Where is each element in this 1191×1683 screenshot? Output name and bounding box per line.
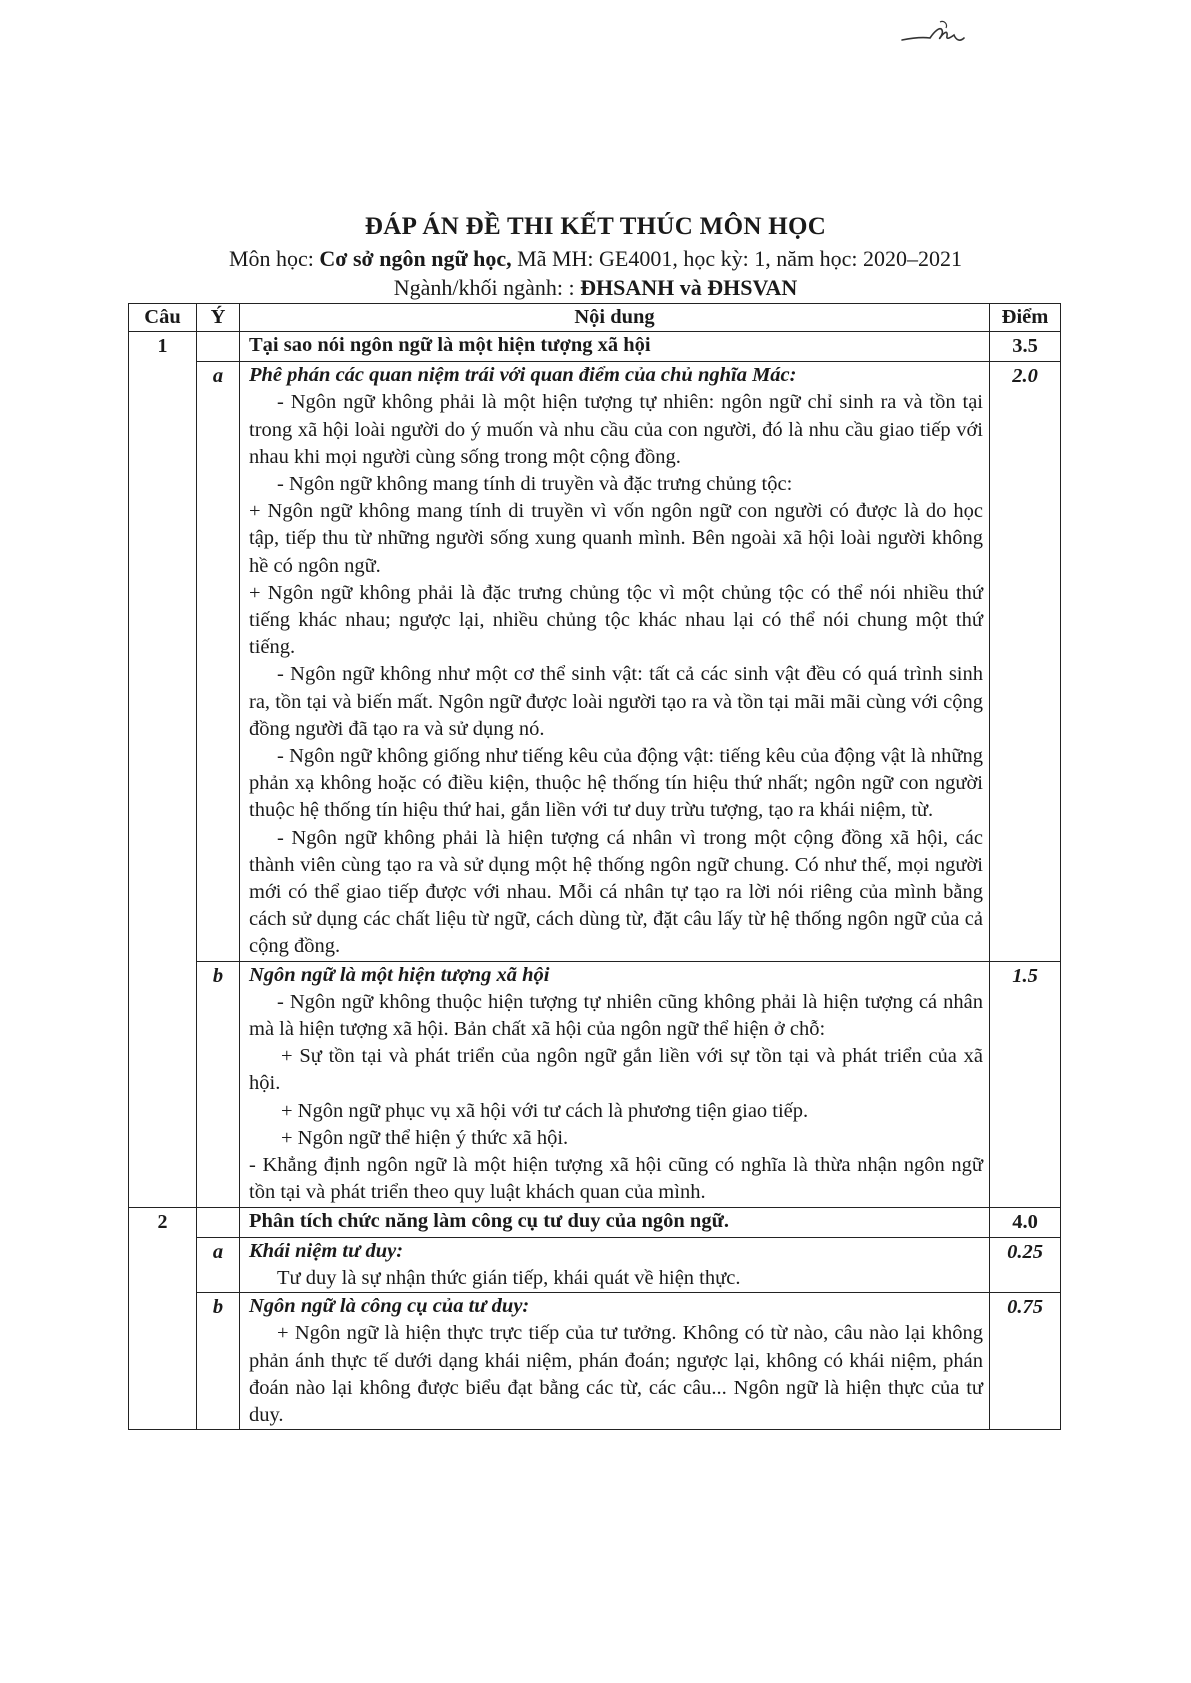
part-content — [240, 1237, 990, 1292]
major-line — [0, 273, 1191, 302]
question-points: 3.5 — [990, 332, 1061, 362]
table-row — [129, 362, 1061, 961]
question-number: 1 — [129, 332, 197, 1208]
course-name: Cơ sở ngôn ngữ học, — [319, 246, 512, 271]
table-row — [129, 1293, 1061, 1430]
part-points: 2.0 — [990, 362, 1061, 961]
paragraph: - Ngôn ngữ không phải là một hiện tượng tự nhiên: ngôn ngữ chỉ sinh ra và tồn tại trong xã hội loài người do ý muốn và nhu cầu của con người, đó là nhu cầu giao tiếp với nhau khi mọi người cùng sống trong một cộng đồng. — [249, 391, 983, 468]
header-y: Ý — [197, 304, 240, 332]
signature-mark — [900, 18, 970, 48]
table-row — [129, 1207, 1061, 1237]
course-label: Môn học: — [228, 246, 320, 271]
major-value: ĐHSANH và ĐHSVAN — [580, 275, 798, 300]
paragraph: - Ngôn ngữ không thuộc hiện tượng tự nhiên cũng không phải là hiện tượng cá nhân mà là hiện tượng xã hội. Bản chất xã hội của ngôn ngữ thể hiện ở chỗ: — [249, 990, 983, 1041]
major-label: Ngành/khối ngành: : — [393, 275, 581, 300]
part-content — [240, 961, 990, 1207]
document-title: ĐÁP ÁN ĐỀ THI KẾT THÚC MÔN HỌC — [364, 213, 827, 240]
part-title: Khái niệm tư duy: — [249, 1239, 404, 1262]
part-content — [240, 362, 990, 961]
table-row — [129, 961, 1061, 1207]
paragraph: + Ngôn ngữ thể hiện ý thức xã hội. — [281, 1126, 569, 1149]
paragraph: + Ngôn ngữ phục vụ xã hội với tư cách là phương tiện giao tiếp. — [281, 1099, 809, 1122]
paragraph: + Ngôn ngữ là hiện thực trực tiếp của tư tưởng. Không có từ nào, câu nào lại không phản ánh thực tế dưới dạng khái niệm, phán đoán; ngược lại, không có khái niệm, phán đoán nào lại không được biểu đạt bằng các từ, các câu... Ngôn ngữ là hiện thực của tư duy. — [249, 1322, 983, 1426]
paragraph: + Ngôn ngữ không phải là đặc trưng chủng tộc vì một chủng tộc có thể nói nhiều thứ tiếng khác nhau; ngược lại, nhiều chủng tộc khác nhau lại có thể nói chung một thứ tiếng. — [249, 581, 983, 659]
course-code-semester: Mã MH: GE4001, học kỳ: 1, năm học: 2020–2021 — [511, 246, 963, 271]
part-label: a — [197, 362, 240, 961]
paragraph: Tư duy là sự nhận thức gián tiếp, khái quát về hiện thực. — [277, 1266, 741, 1289]
header-noi-dung: Nội dung — [240, 304, 990, 332]
part-points: 0.75 — [990, 1293, 1061, 1430]
part-content — [240, 1293, 990, 1430]
document-header — [0, 210, 1191, 302]
paragraph: - Ngôn ngữ không mang tính di truyền và đặc trưng chủng tộc: — [277, 473, 793, 496]
part-label: a — [197, 1237, 240, 1292]
table-row — [129, 1237, 1061, 1292]
paragraph: + Sự tồn tại và phát triển của ngôn ngữ gắn liền với sự tồn tại và phát triển của xã hội. — [249, 1045, 983, 1095]
question-title: Tại sao nói ngôn ngữ là một hiện tượng xã hội — [240, 332, 990, 362]
header-cau: Câu — [129, 304, 197, 332]
part-points: 1.5 — [990, 961, 1061, 1207]
question-title: Phân tích chức năng làm công cụ tư duy của ngôn ngữ. — [240, 1207, 990, 1237]
question-number: 2 — [129, 1207, 197, 1430]
part-title: Phê phán các quan niệm trái với quan điểm của chủ nghĩa Mác: — [249, 364, 797, 387]
paragraph: + Ngôn ngữ không mang tính di truyền vì vốn ngôn ngữ con người có được là do học tập, tiếp thu từ những người sống xung quanh mình. Bên ngoài xã hội loài người không hề có ngôn ngữ. — [249, 500, 983, 577]
course-line — [0, 244, 1191, 273]
paragraph: - Ngôn ngữ không phải là hiện tượng cá nhân vì trong một cộng đồng xã hội, các thành viên cùng tạo ra và sử dụng một hệ thống ngôn ngữ chung. Có như thế, mọi người mới có thể giao tiếp được với nhau. Mỗi cá nhân tự tạo ra lời nói riêng của mình bằng cách sử dụng các chất liệu từ ngữ, cách dùng từ, đặt câu lấy từ hệ thống ngôn ngữ của cả cộng đồng. — [249, 826, 983, 958]
part-label: b — [197, 961, 240, 1207]
answer-table — [128, 303, 1061, 1430]
part-title: Ngôn ngữ là một hiện tượng xã hội — [249, 963, 550, 986]
paragraph: - Khẳng định ngôn ngữ là một hiện tượng xã hội cũng có nghĩa là thừa nhận ngôn ngữ tồn tại và phát triển theo quy luật khách quan của mình. — [249, 1154, 983, 1204]
part-points: 0.25 — [990, 1237, 1061, 1292]
paragraph: - Ngôn ngữ không giống như tiếng kêu của động vật: tiếng kêu của động vật là những phản xạ không hoặc có điều kiện, thuộc hệ thống tín hiệu thứ nhất; ngôn ngữ con người thuộc hệ thống tín hiệu thứ hai, gắn liền với tư duy trừu tượng, tạo ra khái niệm, từ. — [249, 745, 983, 822]
table-header-row — [129, 304, 1061, 332]
paragraph: - Ngôn ngữ không như một cơ thể sinh vật: tất cả các sinh vật đều có quá trình sinh ra, tồn tại và biến mất. Ngôn ngữ được loài người tạo ra và tồn tại mãi mãi cùng với cộng đồng người đã tạo ra và sử dụng nó. — [249, 663, 983, 740]
part-label: b — [197, 1293, 240, 1430]
question-points: 4.0 — [990, 1207, 1061, 1237]
part-title: Ngôn ngữ là công cụ của tư duy: — [249, 1295, 530, 1318]
table-row — [129, 332, 1061, 362]
header-diem: Điểm — [990, 304, 1061, 332]
